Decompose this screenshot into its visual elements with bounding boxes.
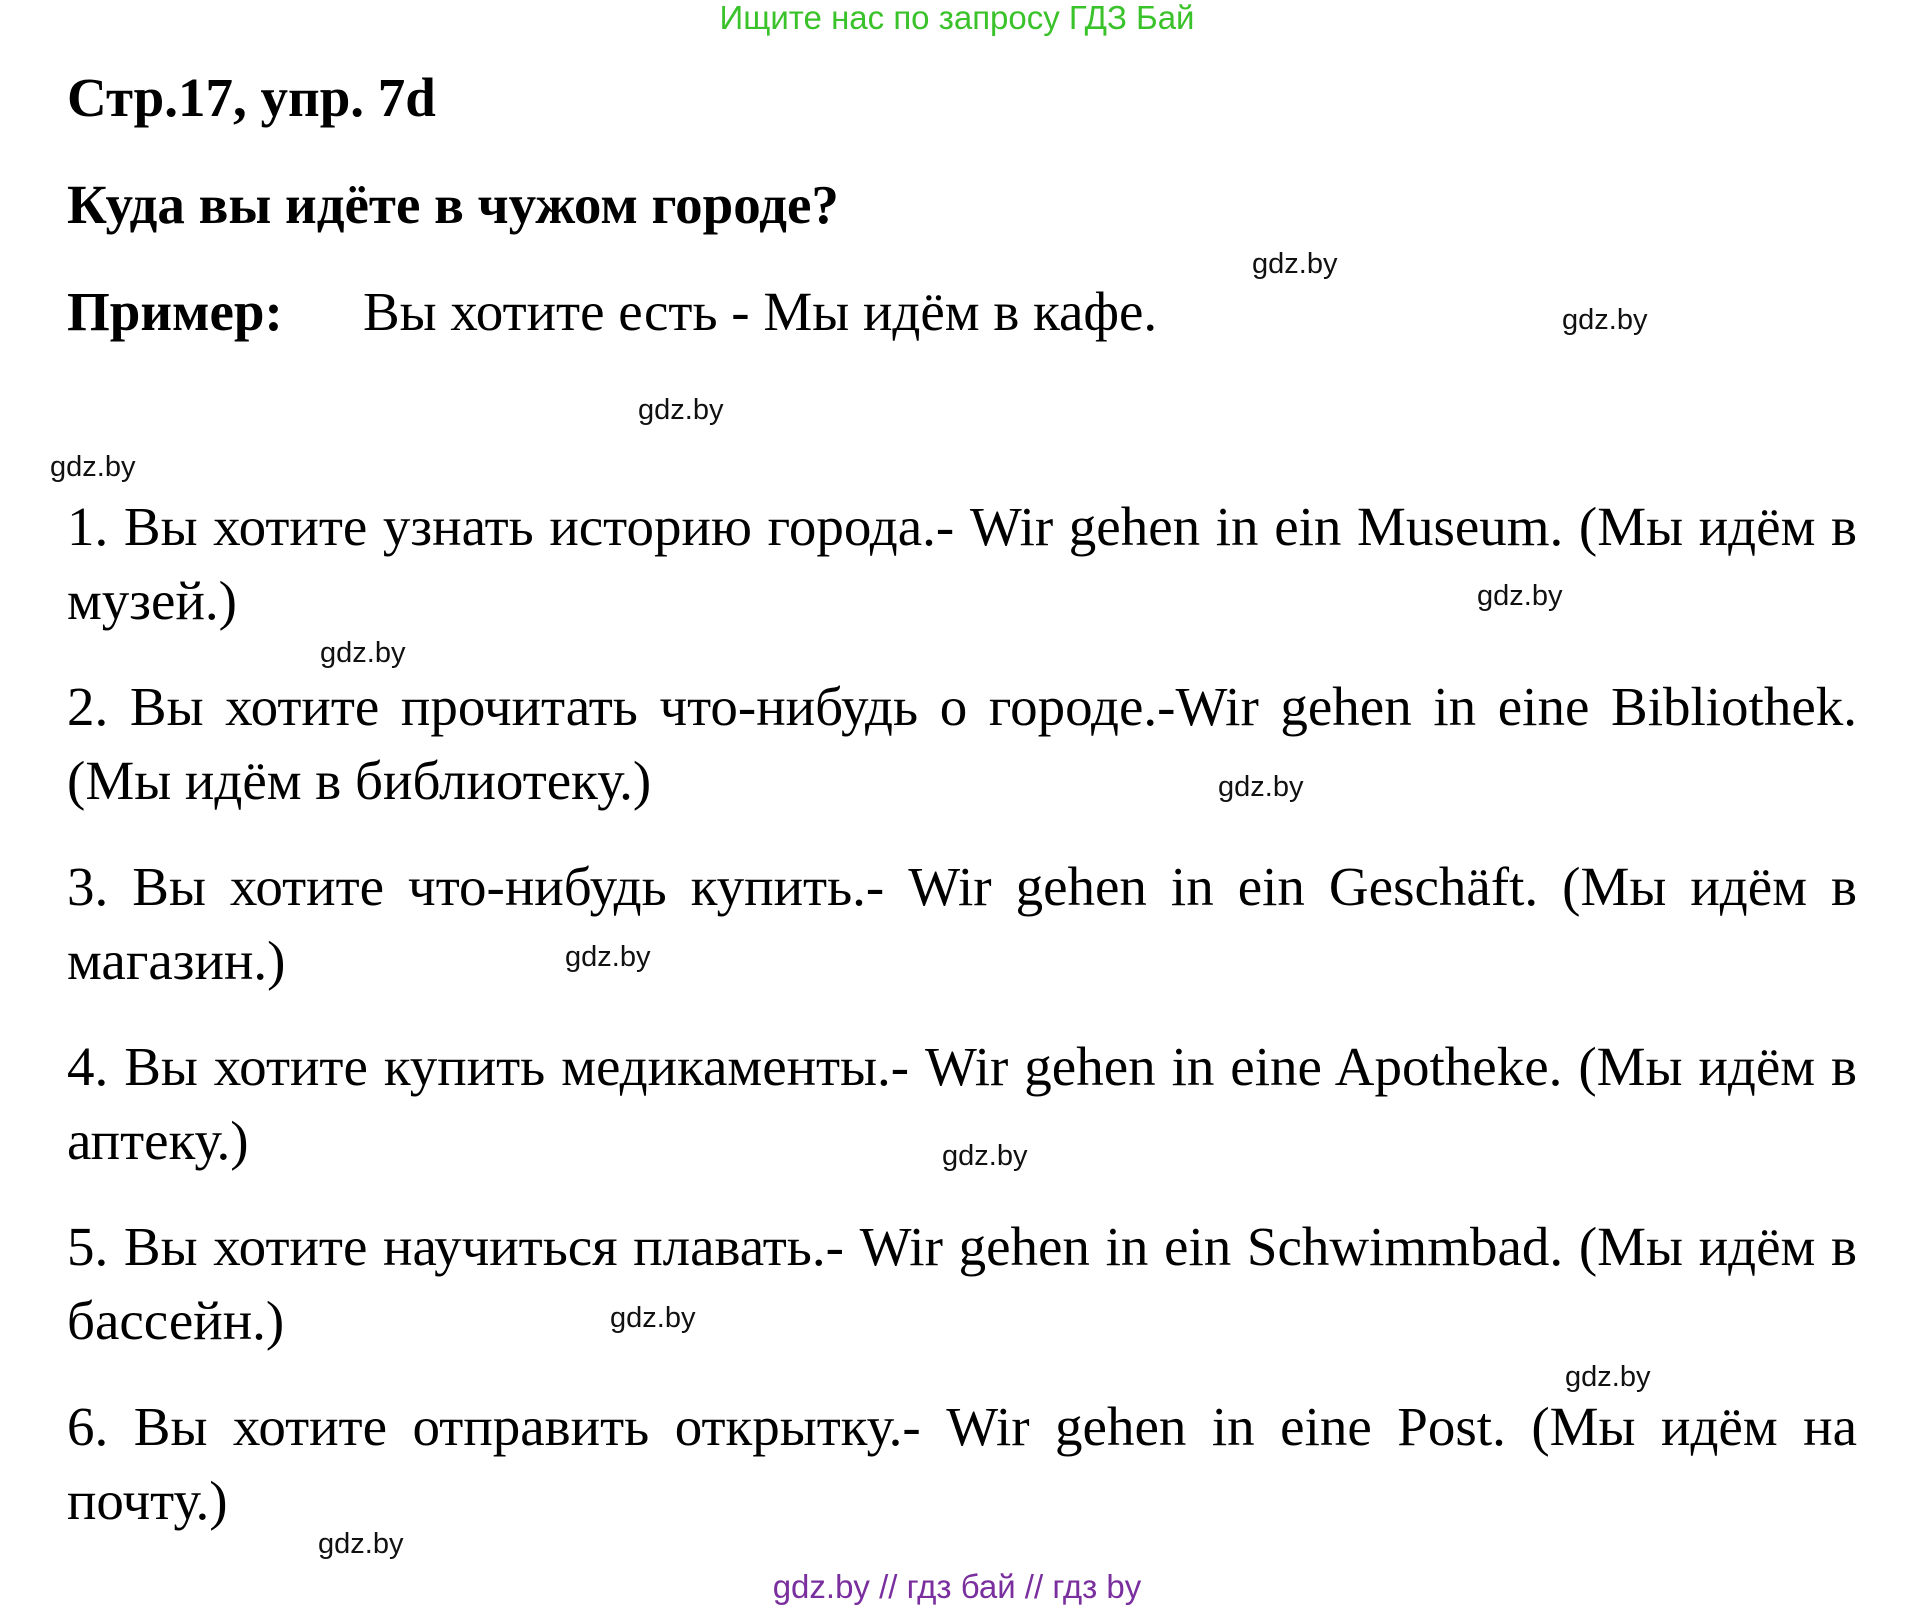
watermark: gdz.by bbox=[1477, 580, 1563, 612]
answer-item-4: 4. Вы хотите купить медикаменты.- Wir gehen in eine Apotheke. (Мы идём в аптеку.) bbox=[67, 1036, 1857, 1171]
exercise-question: Куда вы идёте в чужом городе? bbox=[67, 174, 839, 235]
watermark: gdz.by bbox=[1562, 304, 1648, 336]
watermark: gdz.by bbox=[1565, 1361, 1651, 1393]
watermark: gdz.by bbox=[318, 1528, 404, 1560]
answer-item-1: 1. Вы хотите узнать историю города.- Wir gehen in ein Museum. (Мы идём в музей.) bbox=[67, 496, 1857, 631]
watermark: gdz.by bbox=[610, 1302, 696, 1334]
watermark: gdz.by bbox=[1252, 248, 1338, 280]
answer-item-3: 3. Вы хотите что-нибудь купить.- Wir gehen in ein Geschäft. (Мы идём в магазин.) bbox=[67, 856, 1857, 991]
watermark: gdz.by bbox=[1218, 771, 1304, 803]
example-label: Пример: bbox=[67, 281, 283, 342]
footer-links: gdz.by // гдз бай // гдз by bbox=[772, 1568, 1142, 1605]
answer-item-2: 2. Вы хотите прочитать что-нибудь о городе.-Wir gehen in eine Bibliothek. (Мы идём в библиотеку.) bbox=[67, 676, 1857, 811]
example-line bbox=[67, 280, 1158, 344]
search-banner: Ищите нас по запросу ГДЗ Бай bbox=[719, 0, 1195, 36]
watermark: gdz.by bbox=[565, 941, 651, 973]
watermark: gdz.by bbox=[942, 1140, 1028, 1172]
watermark: gdz.by bbox=[320, 637, 406, 669]
answer-item-5: 5. Вы хотите научиться плавать.- Wir gehen in ein Schwimmbad. (Мы идём в бассейн.) bbox=[67, 1216, 1857, 1351]
page-title: Стр.17, упр. 7d bbox=[67, 67, 436, 128]
answer-item-6: 6. Вы хотите отправить открытку.- Wir gehen in eine Post. (Мы идём на почту.) bbox=[67, 1396, 1857, 1531]
example-text: Вы хотите есть - Мы идём в кафе. bbox=[363, 281, 1158, 342]
watermark: gdz.by bbox=[638, 394, 724, 426]
watermark: gdz.by bbox=[50, 451, 136, 483]
